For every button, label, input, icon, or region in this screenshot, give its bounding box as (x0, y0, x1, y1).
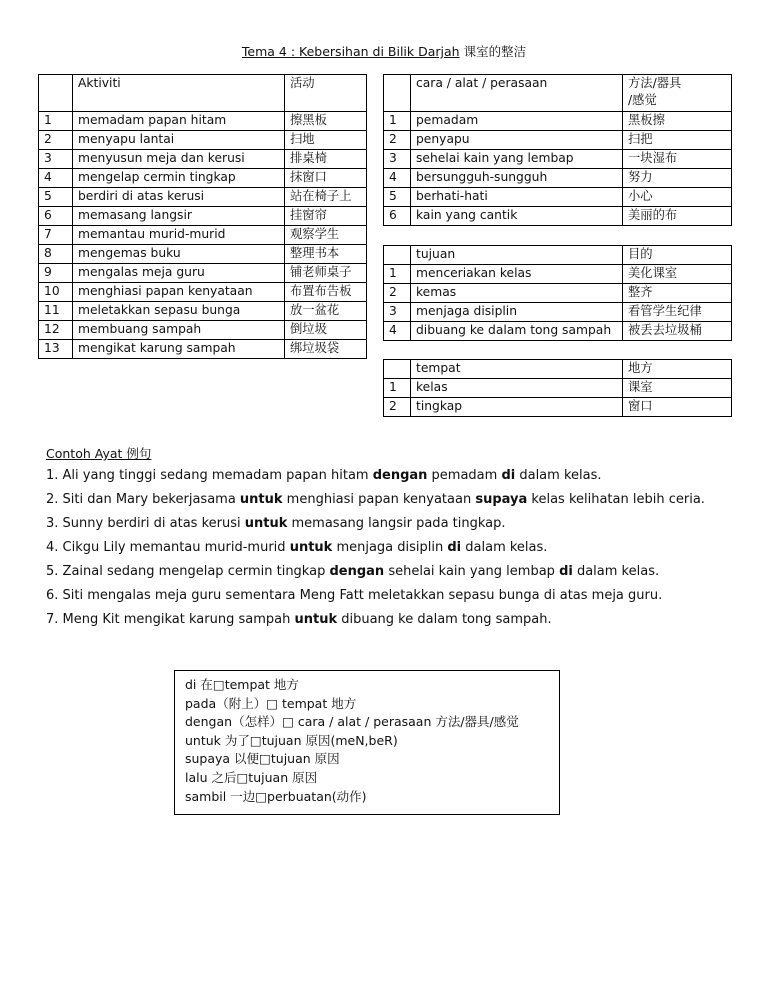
note-line: sambil 一边□perbuatan(动作) (185, 788, 367, 804)
row-chinese: 挂窗帘 (285, 207, 367, 226)
example-sentence (46, 608, 705, 632)
example-sentence (46, 560, 705, 584)
table-row (39, 321, 367, 340)
header-fangfa (623, 75, 732, 112)
activities-header (39, 75, 367, 112)
row-chinese: 绑垃圾袋 (285, 340, 367, 359)
example-sentence (46, 536, 705, 560)
header-difang: 地方 (623, 360, 732, 379)
row-number: 1 (384, 265, 411, 284)
row-chinese: 看管学生纪律 (623, 303, 732, 322)
row-text: kemas (411, 284, 623, 303)
row-text: memasang langsir (73, 207, 285, 226)
sentence-text: menjaga disiplin (332, 540, 448, 555)
note-line: di 在□tempat 地方 (185, 677, 299, 692)
row-text: mengelap cermin tingkap (73, 169, 285, 188)
row-text: berhati-hati (411, 188, 623, 207)
table-row (39, 150, 367, 169)
row-number: 7 (39, 226, 73, 245)
tempat-table (383, 359, 732, 417)
table-row (384, 265, 732, 284)
row-text: pemadam (411, 112, 623, 131)
header-aktiviti: Aktiviti (73, 75, 285, 112)
row-chinese: 抹窗口 (285, 169, 367, 188)
keyword: untuk (294, 612, 338, 627)
table-row (39, 207, 367, 226)
examples-title: Contoh Ayat 例句 (46, 446, 152, 461)
example-sentence (46, 584, 705, 608)
keyword: dengan (372, 468, 428, 483)
row-text: memadam papan hitam (73, 112, 285, 131)
row-number: 13 (39, 340, 73, 359)
table-row (384, 207, 732, 226)
examples-list (46, 464, 705, 632)
row-text: mengalas meja guru (73, 264, 285, 283)
sentence-text: 3. Sunny berdiri di atas kerusi (46, 516, 245, 531)
row-chinese: 黑板擦 (623, 112, 732, 131)
table-row (39, 302, 367, 321)
row-number: 1 (384, 379, 411, 398)
row-number: 4 (39, 169, 73, 188)
row-text: penyapu (411, 131, 623, 150)
row-chinese: 布置布告板 (285, 283, 367, 302)
sentence-text: sehelai kain yang lembap (384, 564, 560, 579)
table-row (39, 283, 367, 302)
note-line: lalu 之后□tujuan 原因 (185, 769, 318, 785)
row-number: 6 (39, 207, 73, 226)
row-number: 2 (384, 398, 411, 417)
row-chinese: 被丢去垃圾桶 (623, 322, 732, 341)
row-chinese: 小心 (623, 188, 732, 207)
table-row (384, 303, 732, 322)
header-fangfa-line2: /感觉 (628, 93, 657, 107)
row-chinese: 排桌椅 (285, 150, 367, 169)
table-row (39, 131, 367, 150)
keyword: di (447, 540, 462, 555)
keyword: di (501, 468, 516, 483)
table-row (39, 264, 367, 283)
table-row (384, 379, 732, 398)
row-number: 4 (384, 322, 411, 341)
row-chinese: 窗口 (623, 398, 732, 417)
note-line: pada（附上）□ tempat 地方 (185, 695, 357, 711)
row-chinese: 美丽的布 (623, 207, 732, 226)
table-row (384, 131, 732, 150)
row-text: memantau murid-murid (73, 226, 285, 245)
row-number: 6 (384, 207, 411, 226)
sentence-text: dalam kelas. (461, 540, 548, 555)
row-chinese: 扫地 (285, 131, 367, 150)
row-text: mengemas buku (73, 245, 285, 264)
table-row (39, 188, 367, 207)
cara-header (384, 75, 732, 112)
row-number: 10 (39, 283, 73, 302)
row-number: 3 (384, 303, 411, 322)
sentence-text: 5. Zainal sedang mengelap cermin tingkap (46, 564, 330, 579)
row-text: menjaga disiplin (411, 303, 623, 322)
row-number: 9 (39, 264, 73, 283)
row-chinese: 课室 (623, 379, 732, 398)
note-line: untuk 为了□tujuan 原因(meN,beR) (185, 732, 398, 748)
title-chinese: 课室的整洁 (463, 44, 527, 59)
title-text: Tema 4 : Kebersihan di Bilik Darjah (241, 44, 460, 59)
row-text: menyapu lantai (73, 131, 285, 150)
row-text: kain yang cantik (411, 207, 623, 226)
table-row (384, 322, 732, 341)
sentence-text: dibuang ke dalam tong sampah. (337, 612, 552, 627)
row-number: 2 (384, 131, 411, 150)
sentence-text: 6. Siti mengalas meja guru sementara Meng Fatt meletakkan sepasu bunga di atas meja guru. (46, 588, 663, 603)
activities-table (38, 74, 367, 359)
row-chinese: 站在椅子上 (285, 188, 367, 207)
header-mudi: 目的 (623, 246, 732, 265)
header-num-cell (384, 246, 411, 265)
header-cara: cara / alat / perasaan (411, 75, 623, 112)
sentence-text: pemadam (427, 468, 502, 483)
example-sentence (46, 512, 705, 536)
header-fangfa-line1: 方法/器具 (628, 76, 682, 90)
row-chinese: 铺老师桌子 (285, 264, 367, 283)
row-text: dibuang ke dalam tong sampah (411, 322, 623, 341)
page-title (0, 42, 768, 60)
row-text: berdiri di atas kerusi (73, 188, 285, 207)
row-chinese: 整理书本 (285, 245, 367, 264)
row-chinese: 努力 (623, 169, 732, 188)
row-text: mengikat karung sampah (73, 340, 285, 359)
example-sentence (46, 464, 705, 488)
table-row (39, 169, 367, 188)
keyword: untuk (289, 540, 333, 555)
row-number: 8 (39, 245, 73, 264)
sentence-text: 2. Siti dan Mary bekerjasama (46, 492, 240, 507)
row-number: 1 (384, 112, 411, 131)
keyword: untuk (239, 492, 283, 507)
notes-box (174, 670, 560, 815)
table-row (39, 226, 367, 245)
row-number: 4 (384, 169, 411, 188)
sentence-text: menghiasi papan kenyataan (282, 492, 476, 507)
header-tempat: tempat (411, 360, 623, 379)
row-text: menceriakan kelas (411, 265, 623, 284)
row-number: 3 (39, 150, 73, 169)
row-number: 5 (39, 188, 73, 207)
sentence-text: 1. Ali yang tinggi sedang memadam papan hitam (46, 468, 373, 483)
sentence-text: kelas kelihatan lebih ceria. (527, 492, 705, 507)
row-number: 3 (384, 150, 411, 169)
table-row (39, 340, 367, 359)
table-row (384, 150, 732, 169)
row-text: menghiasi papan kenyataan (73, 283, 285, 302)
tempat-header (384, 360, 732, 379)
table-row (384, 188, 732, 207)
sentence-text: 4. Cikgu Lily memantau murid-murid (46, 540, 290, 555)
table-row (39, 112, 367, 131)
row-chinese: 一块湿布 (623, 150, 732, 169)
note-line: supaya 以便□tujuan 原因 (185, 751, 340, 767)
table-row (384, 112, 732, 131)
cara-table (383, 74, 732, 226)
keyword: dengan (329, 564, 385, 579)
table-row (384, 398, 732, 417)
note-line: dengan（怎样）□ cara / alat / perasaan 方法/器具/感觉 (185, 714, 519, 730)
row-chinese: 美化课室 (623, 265, 732, 284)
row-number: 11 (39, 302, 73, 321)
row-text: tingkap (411, 398, 623, 417)
keyword: di (559, 564, 573, 579)
keyword: untuk (244, 516, 288, 531)
keyword: supaya (475, 492, 528, 507)
tujuan-table (383, 245, 732, 341)
header-num-cell (384, 360, 411, 379)
table-row (39, 245, 367, 264)
row-number: 1 (39, 112, 73, 131)
header-huodong: 活动 (285, 75, 367, 112)
row-number: 2 (39, 131, 73, 150)
table-row (384, 169, 732, 188)
row-text: kelas (411, 379, 623, 398)
header-num-cell (39, 75, 73, 112)
row-text: sehelai kain yang lembap (411, 150, 623, 169)
header-num-cell (384, 75, 411, 112)
row-text: menyusun meja dan kerusi (73, 150, 285, 169)
sentence-text: dalam kelas. (572, 564, 660, 579)
sentence-text: 7. Meng Kit mengikat karung sampah (46, 612, 295, 627)
tujuan-header (384, 246, 732, 265)
row-chinese: 放一盆花 (285, 302, 367, 321)
row-number: 5 (384, 188, 411, 207)
row-text: membuang sampah (73, 321, 285, 340)
row-number: 2 (384, 284, 411, 303)
row-chinese: 擦黑板 (285, 112, 367, 131)
header-tujuan: tujuan (411, 246, 623, 265)
row-text: meletakkan sepasu bunga (73, 302, 285, 321)
row-chinese: 观察学生 (285, 226, 367, 245)
row-number: 12 (39, 321, 73, 340)
row-chinese: 扫把 (623, 131, 732, 150)
sentence-text: memasang langsir pada tingkap. (287, 516, 506, 531)
row-text: bersungguh-sungguh (411, 169, 623, 188)
example-sentence (46, 488, 705, 512)
sentence-text: dalam kelas. (515, 468, 602, 483)
table-row (384, 284, 732, 303)
row-chinese: 整齐 (623, 284, 732, 303)
row-chinese: 倒垃圾 (285, 321, 367, 340)
